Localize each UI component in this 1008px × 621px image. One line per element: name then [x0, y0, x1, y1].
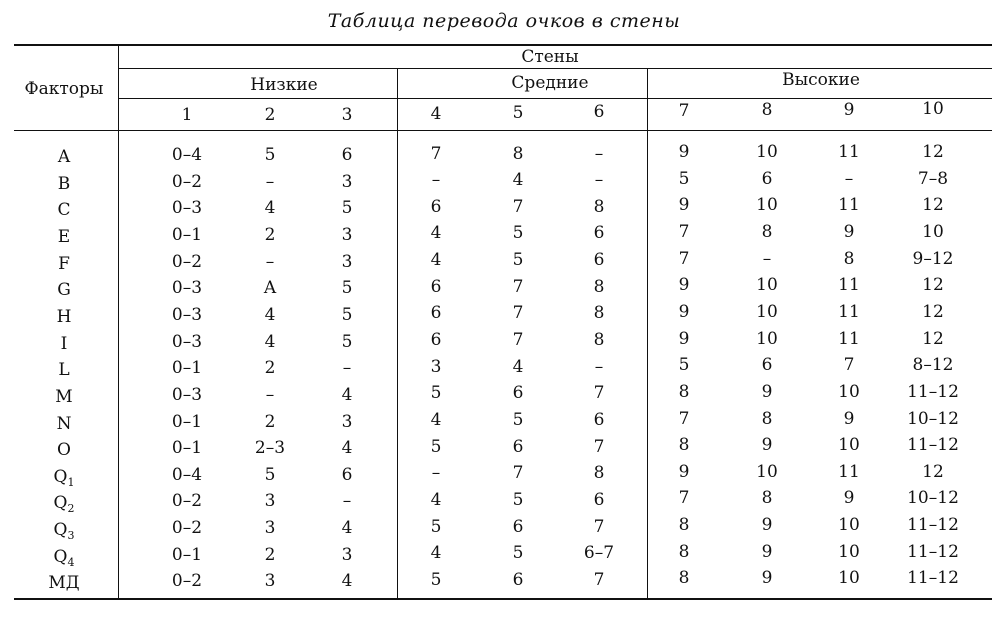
- table-cell: 6: [341, 464, 353, 485]
- table-cell: 0–4: [171, 464, 203, 485]
- table-cell: 11: [838, 301, 860, 322]
- table-cell: A: [263, 278, 277, 299]
- table-title: Таблица перевода очков в стены: [327, 10, 681, 32]
- table-cell: 12: [922, 275, 944, 296]
- table-cell: 7: [593, 516, 605, 537]
- table-cell: 4: [512, 170, 524, 191]
- table-cell: 9: [761, 381, 773, 402]
- groups-header-rule: [118, 98, 992, 99]
- factor-name: O: [57, 440, 71, 461]
- table-cell: 0–3: [171, 278, 203, 299]
- table-cell: –: [265, 171, 275, 192]
- table-cell: 0–2: [171, 491, 203, 512]
- table-cell: 4: [264, 198, 276, 219]
- table-cell: 3: [341, 544, 353, 565]
- table-cell: 3: [264, 491, 276, 512]
- table-cell: 2: [264, 411, 276, 432]
- table-cell: –: [431, 463, 441, 484]
- table-cell: 6: [430, 330, 442, 351]
- factor-label: [55, 387, 72, 407]
- table-cell: –: [265, 251, 275, 272]
- table-cell: 0–4: [171, 145, 203, 165]
- table-cell: 0–3: [171, 384, 203, 405]
- header-bottom-rule: [14, 130, 992, 131]
- table-cell: 10: [756, 328, 778, 349]
- group-high-header: Высокие: [782, 70, 860, 90]
- factor-label: [54, 547, 75, 567]
- table-cell: 6: [593, 223, 605, 244]
- table-cell: 0–1: [171, 411, 203, 432]
- column-header-9: 9: [843, 100, 855, 120]
- factor-name: МД: [48, 573, 80, 594]
- table-cell: 3: [264, 518, 276, 539]
- table-cell: 7: [678, 221, 690, 242]
- table-cell: 8: [761, 221, 773, 242]
- table-cell: 7–8: [917, 168, 949, 189]
- table-cell: 10–12: [907, 488, 959, 509]
- factor-name: Q: [53, 546, 68, 567]
- table-cell: 9: [761, 515, 773, 536]
- factors-header: Факторы: [24, 79, 104, 99]
- table-cell: 2: [264, 224, 276, 245]
- table-cell: 8: [678, 541, 690, 562]
- table-cell: 11–12: [907, 515, 959, 536]
- top-rule: [14, 44, 992, 46]
- column-header-8: 8: [761, 100, 773, 120]
- table-cell: 9: [843, 221, 855, 242]
- table-cell: 12: [922, 142, 944, 162]
- table-cell: 0–3: [171, 331, 203, 352]
- table-cell: 3: [341, 251, 353, 272]
- table-cell: 12: [922, 461, 944, 482]
- factor-label: [57, 307, 72, 327]
- table-cell: 8: [593, 196, 605, 217]
- factor-name: Q: [53, 520, 68, 541]
- table-cell: 6: [430, 303, 442, 324]
- table-cell: 5: [341, 198, 353, 219]
- factor-label: [58, 147, 70, 167]
- factor-name: B: [57, 173, 71, 194]
- factor-subscript: 4: [67, 555, 75, 569]
- table-cell: 8: [512, 143, 524, 164]
- table-cell: 11–12: [907, 435, 959, 456]
- table-cell: 9: [761, 541, 773, 562]
- table-cell: 5: [512, 410, 524, 430]
- factor-label: [57, 280, 71, 300]
- table-cell: 6: [761, 355, 773, 376]
- table-cell: 11–12: [907, 568, 959, 589]
- factor-name: E: [57, 226, 71, 247]
- column-header-10: 10: [922, 99, 944, 119]
- table-cell: 9: [678, 301, 690, 322]
- table-cell: 8: [593, 463, 605, 484]
- table-cell: 9: [843, 408, 855, 429]
- bottom-rule: [14, 598, 992, 600]
- table-cell: 0–2: [171, 571, 203, 592]
- walls-header-rule: [118, 68, 992, 69]
- factor-name: C: [57, 200, 71, 221]
- factor-label: [58, 254, 70, 274]
- table-cell: 6: [430, 276, 442, 297]
- table-cell: 10: [756, 142, 778, 162]
- table-cell: 11–12: [907, 381, 959, 402]
- factor-label: [57, 440, 71, 460]
- table-cell: 3: [430, 356, 442, 377]
- table-cell: 7: [512, 330, 524, 351]
- factor-label: [57, 200, 70, 220]
- table-cell: 6: [430, 196, 442, 217]
- table-cell: 7: [512, 196, 524, 217]
- column-header-4: 4: [430, 104, 442, 124]
- table-cell: 7: [678, 248, 690, 269]
- factor-label: [58, 360, 69, 380]
- factor-label: [54, 467, 75, 487]
- table-cell: 9–12: [912, 248, 954, 269]
- table-cell: 8: [593, 303, 605, 324]
- table-cell: 10: [838, 515, 860, 536]
- table-cell: 8: [678, 381, 690, 402]
- factor-subscript: 2: [67, 502, 75, 516]
- table-cell: 6: [512, 516, 524, 537]
- table-cell: 0–2: [171, 518, 203, 539]
- factor-name: Q: [53, 466, 68, 487]
- table-cell: 10: [838, 568, 860, 589]
- table-cell: 0–3: [171, 304, 203, 325]
- table-cell: 4: [512, 356, 524, 377]
- table-cell: 10–12: [907, 408, 959, 429]
- table-cell: 8–12: [912, 355, 954, 376]
- table-cell: 3: [264, 571, 276, 592]
- table-cell: 8: [593, 330, 605, 351]
- table-cell: 4: [430, 489, 442, 510]
- table-cell: 2: [264, 358, 276, 379]
- column-header-6: 6: [593, 102, 605, 122]
- table-cell: 6: [512, 436, 524, 457]
- table-cell: 6: [341, 145, 353, 165]
- table-cell: –: [762, 248, 772, 269]
- table-cell: 8: [843, 248, 855, 269]
- table-cell: 12: [922, 195, 944, 216]
- factor-name: M: [55, 386, 73, 407]
- table-cell: 0–1: [171, 544, 203, 565]
- table-cell: –: [594, 143, 604, 164]
- factor-subscript: 3: [67, 529, 75, 543]
- table-cell: –: [265, 384, 275, 405]
- table-cell: 8: [678, 515, 690, 536]
- column-header-3: 3: [341, 105, 353, 125]
- factor-label: [53, 520, 75, 543]
- table-cell: 4: [264, 331, 276, 352]
- table-cell: 5: [512, 489, 524, 510]
- table-cell: 9: [678, 142, 690, 162]
- table-cell: 8: [678, 435, 690, 456]
- table-cell: 10: [756, 301, 778, 322]
- column-header-2: 2: [264, 105, 276, 125]
- column-header-1: 1: [181, 105, 193, 125]
- table-cell: 9: [761, 568, 773, 589]
- table-cell: 5: [341, 278, 353, 299]
- table-cell: 7: [843, 355, 855, 376]
- table-cell: 0–1: [171, 358, 203, 379]
- table-cell: 4: [430, 250, 442, 271]
- table-cell: 4: [430, 410, 442, 430]
- table-cell: 10: [756, 461, 778, 482]
- table-cell: 9: [678, 275, 690, 296]
- table-cell: 11: [838, 275, 860, 296]
- table-cell: 11: [838, 142, 860, 162]
- table-cell: 7: [593, 569, 605, 590]
- factor-name: A: [57, 147, 71, 167]
- factor-name: L: [58, 360, 70, 381]
- table-cell: 10: [922, 221, 944, 242]
- table-cell: 10: [838, 435, 860, 456]
- walls-header: Стены: [521, 47, 579, 67]
- factor-name: N: [56, 413, 72, 434]
- table-cell: 5: [512, 250, 524, 271]
- factor-name: F: [58, 253, 70, 274]
- table-cell: 5: [512, 543, 524, 564]
- table-cell: 4: [341, 518, 353, 539]
- table-cell: 9: [761, 435, 773, 456]
- table-cell: 12: [922, 328, 944, 349]
- table-cell: 5: [264, 464, 276, 485]
- table-cell: 7: [678, 488, 690, 509]
- table-cell: 9: [843, 488, 855, 509]
- table-cell: 7: [593, 383, 605, 404]
- table-cell: –: [594, 170, 604, 191]
- table-cell: 6: [593, 489, 605, 510]
- group-low-header: Низкие: [250, 75, 318, 95]
- table-cell: 8: [761, 488, 773, 509]
- table-cell: 9: [678, 328, 690, 349]
- factor-name: I: [60, 333, 68, 354]
- factor-label: [53, 493, 75, 516]
- medium-high-divider: [647, 68, 648, 599]
- low-medium-divider: [397, 68, 398, 599]
- table-cell: 0–2: [171, 171, 203, 192]
- table-cell: 3: [341, 171, 353, 192]
- table-cell: 11: [838, 461, 860, 482]
- table-cell: 4: [430, 223, 442, 244]
- column-header-5: 5: [512, 103, 524, 123]
- table-cell: 11: [838, 195, 860, 216]
- table-cell: –: [594, 356, 604, 377]
- table-cell: 7: [430, 143, 442, 164]
- table-cell: 11–12: [907, 541, 959, 562]
- table-cell: 7: [678, 408, 690, 429]
- table-cell: 5: [341, 331, 353, 352]
- table-cell: 6: [761, 168, 773, 189]
- table-cell: 5: [512, 223, 524, 244]
- table-cell: 4: [430, 543, 442, 564]
- table-cell: 3: [341, 224, 353, 245]
- table-cell: 9: [678, 195, 690, 216]
- table-cell: 5: [678, 355, 690, 376]
- factor-label: [57, 414, 72, 434]
- table-cell: 4: [341, 384, 353, 405]
- table-cell: 10: [756, 275, 778, 296]
- table-cell: 7: [593, 436, 605, 457]
- table-cell: 5: [264, 145, 276, 165]
- table-cell: –: [431, 170, 441, 191]
- table-cell: 6: [593, 250, 605, 271]
- factor-name: H: [56, 306, 72, 327]
- table-cell: 6: [512, 383, 524, 404]
- table-cell: 11: [838, 328, 860, 349]
- table-cell: –: [342, 491, 352, 512]
- factor-label: [58, 174, 71, 194]
- table-cell: 7: [512, 463, 524, 484]
- table-cell: 4: [341, 571, 353, 592]
- table-cell: –: [844, 168, 854, 189]
- table-cell: 7: [512, 303, 524, 324]
- table-cell: 0–3: [171, 198, 203, 219]
- table-cell: 8: [593, 276, 605, 297]
- factor-label: [58, 227, 70, 247]
- table-cell: 0–2: [171, 251, 203, 272]
- table-cell: 5: [430, 569, 442, 590]
- table-cell: 10: [838, 541, 860, 562]
- factor-name: Q: [53, 493, 68, 514]
- table-cell: 8: [678, 568, 690, 589]
- table-cell: 0–1: [171, 224, 203, 245]
- table-cell: –: [342, 358, 352, 379]
- factor-subscript: 1: [67, 475, 75, 489]
- table-cell: 3: [341, 411, 353, 432]
- table-cell: 10: [838, 381, 860, 402]
- table-cell: 2: [264, 544, 276, 565]
- table-cell: 6: [593, 410, 605, 430]
- table-cell: 4: [264, 304, 276, 325]
- table-cell: 5: [678, 168, 690, 189]
- factor-label: [61, 334, 68, 354]
- table-cell: 5: [430, 436, 442, 457]
- table-cell: 0–1: [171, 438, 203, 459]
- table-cell: 6–7: [583, 543, 615, 564]
- table-cell: 5: [430, 383, 442, 404]
- table-cell: 5: [341, 304, 353, 325]
- factor-name: G: [57, 280, 71, 301]
- table-cell: 5: [430, 516, 442, 537]
- factors-column-divider: [118, 45, 119, 599]
- table-cell: 4: [341, 438, 353, 459]
- factor-label: [48, 573, 79, 593]
- table-cell: 12: [922, 301, 944, 322]
- table-cell: 2–3: [254, 438, 286, 459]
- table-cell: 9: [678, 461, 690, 482]
- table-cell: 8: [761, 408, 773, 429]
- table-cell: 7: [512, 276, 524, 297]
- table-cell: 6: [512, 569, 524, 590]
- column-header-7: 7: [678, 101, 690, 121]
- group-medium-header: Средние: [511, 73, 589, 93]
- table-cell: 10: [756, 195, 778, 216]
